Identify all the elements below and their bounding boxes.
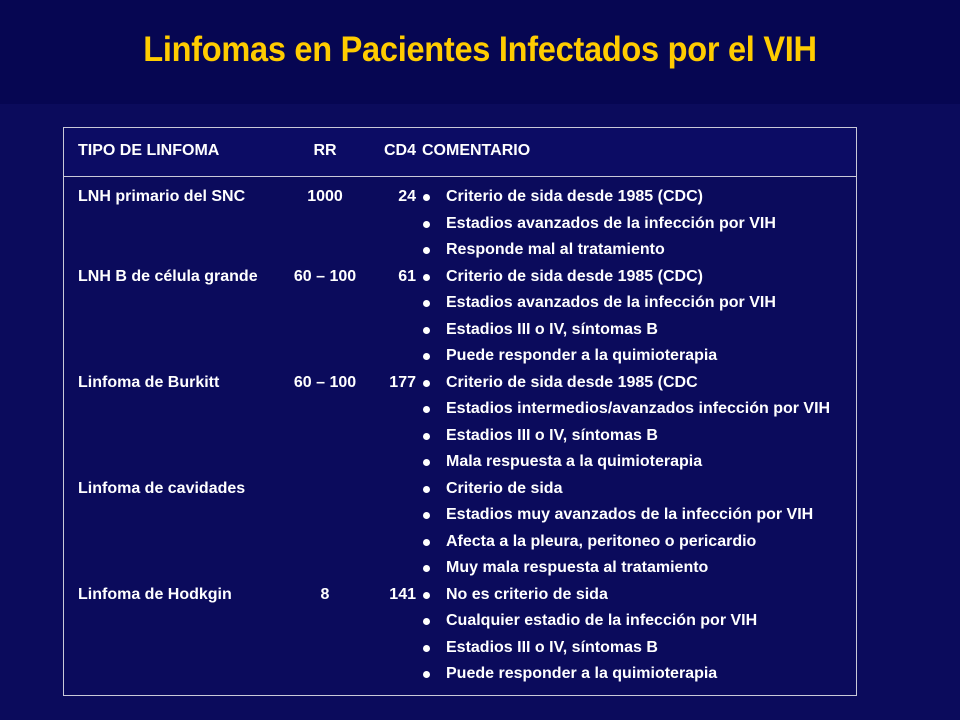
comment-item: Afecta a la pleura, peritoneo o pericardio <box>422 529 813 556</box>
header-cd4: CD4 <box>383 142 416 159</box>
row-cd4: 61 <box>398 267 416 285</box>
row-rr: 8 <box>320 585 330 603</box>
row-rr: 1000 <box>307 188 343 205</box>
lymphoma-table <box>63 127 857 696</box>
comment-item: Criterio de sida <box>422 476 813 503</box>
row-rr: 60 – 100 <box>293 267 357 285</box>
comment-item: Estadios avanzados de la infección por VIH <box>422 211 776 238</box>
comment-item: Estadios avanzados de la infección por VIH <box>422 290 776 317</box>
comment-item: Criterio de sida desde 1985 (CDC <box>422 370 830 397</box>
comment-item: Criterio de sida desde 1985 (CDC) <box>422 184 776 211</box>
comment-item: Puede responder a la quimioterapia <box>422 661 757 688</box>
row-type: Linfoma de Burkitt <box>78 373 220 391</box>
row-cd4: 24 <box>398 188 416 205</box>
comment-item: Puede responder a la quimioterapia <box>422 343 776 370</box>
row-comments <box>422 582 757 688</box>
row-cd4 <box>366 476 416 503</box>
comment-item: Estadios III o IV, síntomas B <box>422 317 776 344</box>
row-type: Linfoma de Hodkgin <box>78 585 232 603</box>
row-type: LNH primario del SNC <box>78 188 246 205</box>
header-rr: RR <box>313 142 337 159</box>
row-rr: 60 – 100 <box>293 373 357 391</box>
comment-item: Criterio de sida desde 1985 (CDC) <box>422 264 776 291</box>
header-type: TIPO DE LINFOMA <box>78 142 220 159</box>
row-type: LNH B de célula grande <box>78 267 258 285</box>
comment-item: No es criterio de sida <box>422 582 757 609</box>
comment-item: Estadios intermedios/avanzados infección por VIH <box>422 396 830 423</box>
comment-item: Mala respuesta a la quimioterapia <box>422 449 830 476</box>
header-comment: COMENTARIO <box>422 142 531 159</box>
comment-item: Estadios III o IV, síntomas B <box>422 635 757 662</box>
page-title: Linfomas en Pacientes Infectados por el VIH <box>143 30 817 69</box>
comment-item: Responde mal al tratamiento <box>422 237 776 264</box>
comment-item: Estadios muy avanzados de la infección por VIH <box>422 502 813 529</box>
table-header-row <box>64 128 856 177</box>
row-comments <box>422 476 813 582</box>
table-body <box>64 177 856 695</box>
comment-item: Cualquier estadio de la infección por VIH <box>422 608 757 635</box>
row-comments <box>422 264 776 370</box>
comment-item: Estadios III o IV, síntomas B <box>422 423 830 450</box>
row-rr <box>290 476 360 503</box>
row-type: Linfoma de cavidades <box>78 479 246 497</box>
row-comments <box>422 370 830 476</box>
comment-item: Muy mala respuesta al tratamiento <box>422 555 813 582</box>
row-cd4: 177 <box>389 373 416 391</box>
row-comments <box>422 184 776 264</box>
row-cd4: 141 <box>389 585 416 603</box>
